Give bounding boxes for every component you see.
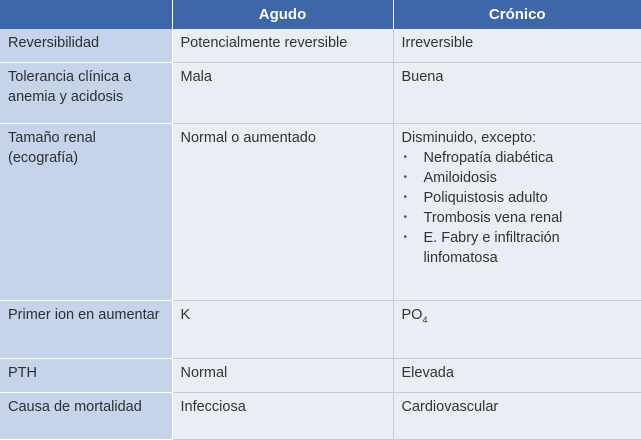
table-row xyxy=(0,29,641,63)
cronico-cell xyxy=(393,301,641,359)
cronico-cell: Buena xyxy=(393,63,641,123)
table-row xyxy=(0,359,641,393)
cronico-cell xyxy=(393,123,641,300)
agudo-cell: Mala xyxy=(172,63,393,123)
header-cronico: Crónico xyxy=(393,0,641,29)
cronico-cell: Elevada xyxy=(393,359,641,393)
header-row xyxy=(0,0,641,29)
list-item: • Nefropatía diabética xyxy=(402,148,634,168)
agudo-cell: Infecciosa xyxy=(172,393,393,440)
agudo-cell: Normal xyxy=(172,359,393,393)
list-item: • Amiloidosis xyxy=(402,168,634,188)
agudo-cell: K xyxy=(172,301,393,359)
list-item: • E. Fabry e infiltración linfomatosa xyxy=(402,228,634,268)
cronico-intro: Disminuido, excepto: xyxy=(401,129,537,146)
row-label: PTH xyxy=(0,359,172,393)
row-label: Primer ion en aumentar xyxy=(0,301,172,359)
table-row xyxy=(0,123,641,300)
list-item: • Trombosis vena renal xyxy=(402,208,634,228)
table-row xyxy=(0,393,641,440)
ion-subscript: 4 xyxy=(422,314,428,325)
row-label: Reversibilidad xyxy=(0,29,172,63)
list-item: • Poliquistosis adulto xyxy=(402,188,634,208)
table-row xyxy=(0,301,641,359)
header-agudo: Agudo xyxy=(172,0,393,29)
row-label: Causa de mortalidad xyxy=(0,393,172,440)
ion-formula: PO xyxy=(401,307,423,324)
exception-list xyxy=(402,148,634,268)
row-label: Tolerancia clínica a anemia y acidosis xyxy=(0,63,172,123)
row-label: Tamaño renal (ecografía) xyxy=(0,123,172,300)
agudo-cell: Normal o aumentado xyxy=(172,123,393,300)
cronico-cell: Cardiovascular xyxy=(393,393,641,440)
agudo-cell: Potencialmente reversible xyxy=(172,29,393,63)
header-empty-cell xyxy=(0,0,172,29)
table-row xyxy=(0,63,641,123)
cronico-cell: Irreversible xyxy=(393,29,641,63)
